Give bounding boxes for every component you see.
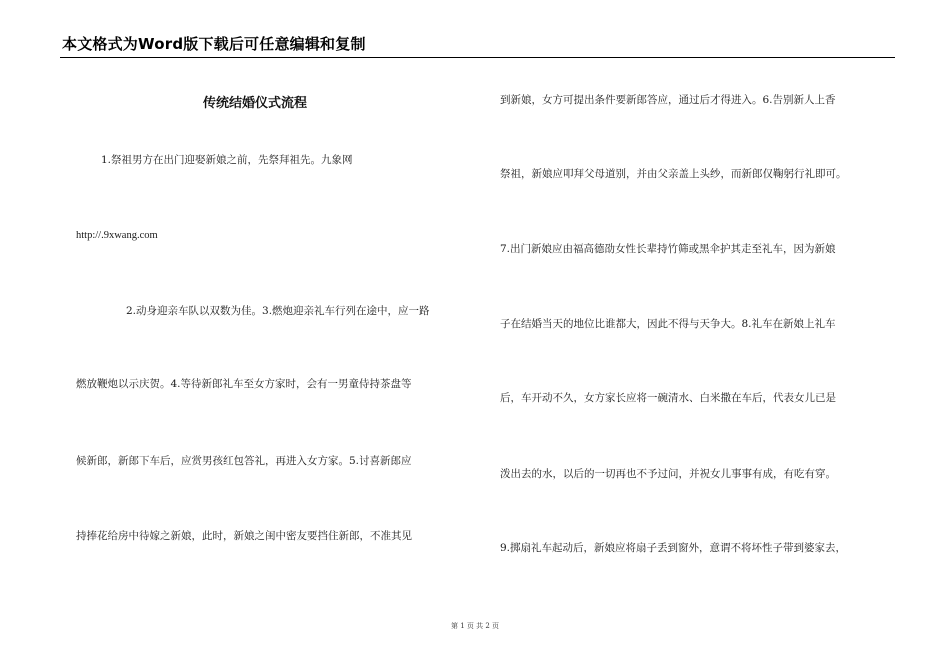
paragraph-line: 9.掷扇礼车起动后，新娘应将扇子丢到窗外，意谓不将坏性子带到婆家去， — [500, 542, 847, 554]
paragraph-line: 持捧花给房中待嫁之新娘，此时，新娘之闺中密友要挡住新郎，不准其见 — [76, 530, 412, 542]
paragraph-line: 候新郎，新郎下车后，应赏男孩红包答礼，再进入女方家。5.讨喜新郎应 — [76, 455, 412, 467]
header-divider — [60, 57, 895, 58]
paragraph-line: 燃放鞭炮以示庆贺。4.等待新郎礼车至女方家时，会有一男童侍持茶盘等 — [76, 378, 412, 390]
paragraph-line: 到新娘，女方可提出条件要新郎答应，通过后才得进入。6.告别新人上香 — [500, 94, 836, 106]
paragraph-line: 后，车开动不久，女方家长应将一碗清水、白米撒在车后，代表女儿已是 — [500, 392, 836, 404]
page-header-title: 本文格式为Word版下载后可任意编辑和复制 — [62, 35, 366, 53]
paragraph-line: 祭祖，新娘应叩拜父母道别，并由父亲盖上头纱，而新郎仅鞠躬行礼即可。 — [500, 168, 847, 180]
paragraph-line: 1.祭祖男方在出门迎娶新娘之前，先祭拜祖先。九象网 — [101, 154, 353, 166]
paragraph-line: 泼出去的水，以后的一切再也不予过问，并祝女儿事事有成，有吃有穿。 — [500, 468, 836, 480]
paragraph-line: 2.动身迎亲车队以双数为佳。3.燃炮迎亲礼车行列在途中，应一路 — [126, 305, 430, 317]
paragraph-line: http://.9xwang.com — [76, 230, 158, 241]
page-number: 第 1 页 共 2 页 — [450, 622, 500, 630]
document-title: 传统结婚仪式流程 — [203, 96, 308, 111]
paragraph-line: 7.出门新娘应由福高德劭女性长辈持竹筛或黑伞护其走至礼车，因为新娘 — [500, 243, 836, 255]
paragraph-line: 子在结婚当天的地位比谁都大，因此不得与天争大。8.礼车在新娘上礼车 — [500, 318, 836, 330]
